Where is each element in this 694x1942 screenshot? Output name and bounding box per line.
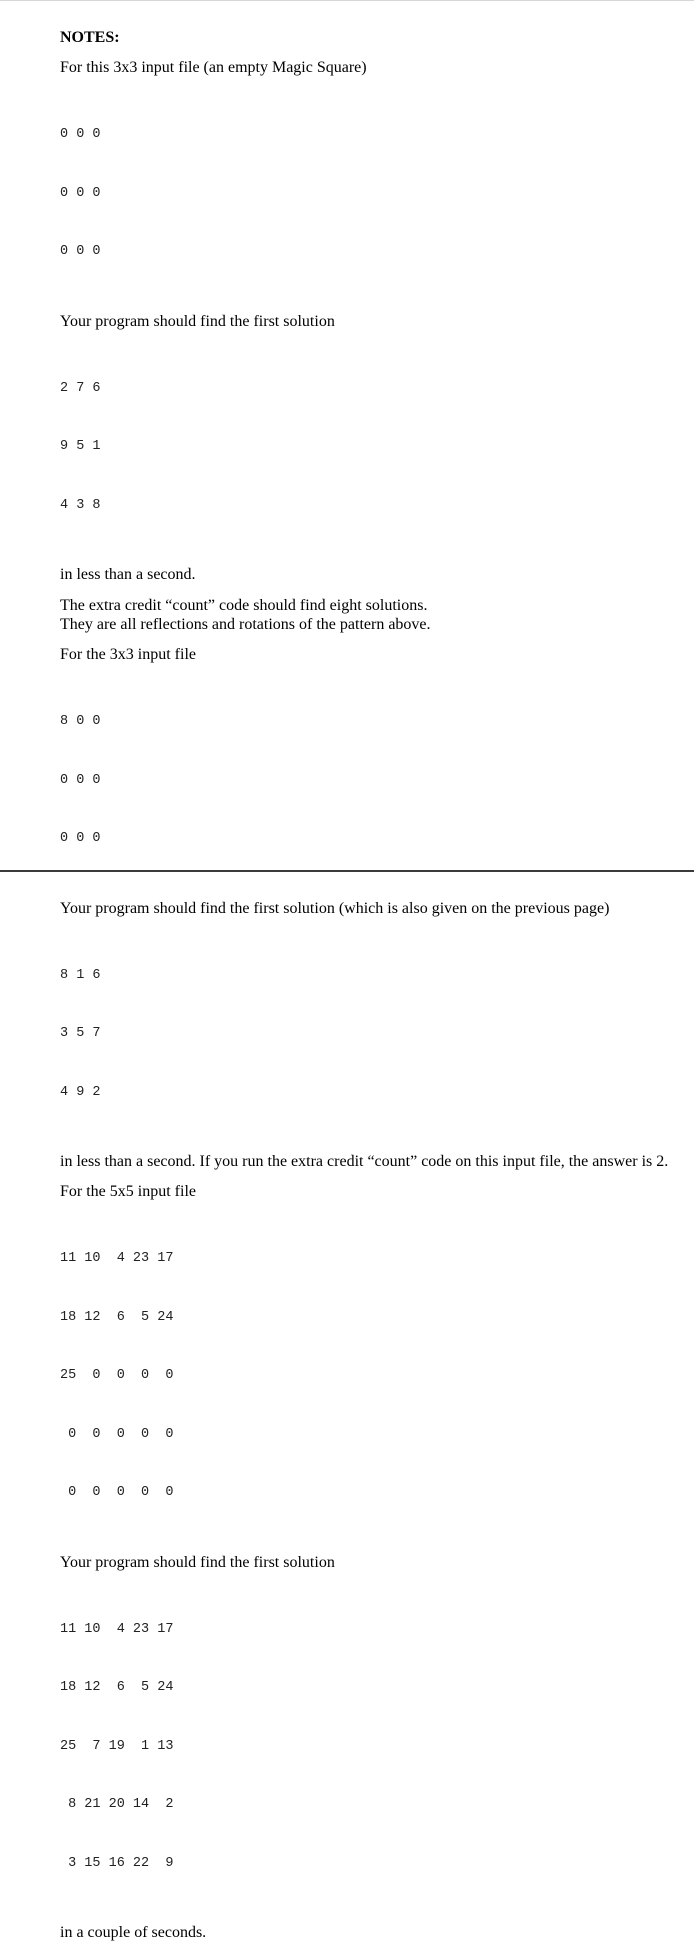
input-grid-5x5 [60, 1210, 684, 1542]
grid-row: 4 3 8 [60, 497, 101, 513]
grid-row: 0 0 0 0 0 [60, 1485, 174, 1500]
grid-row: 0 0 0 [60, 772, 101, 788]
timing-note-1: in less than a second. [60, 566, 196, 583]
intro-empty-square: For this 3x3 input file (an empty Magic Square) [60, 59, 367, 76]
find-first-solution-1: Your program should find the first solution [60, 312, 335, 330]
notes-heading: NOTES: [60, 29, 120, 46]
grid-row: 0 0 0 [60, 831, 101, 846]
grid-row: 11 10 4 23 17 [60, 1621, 174, 1637]
grid-row: 8 1 6 [60, 967, 101, 983]
grid-row: 3 15 16 22 9 [60, 1855, 174, 1871]
find-first-solution-3: Your program should find the first solution [60, 1553, 335, 1571]
timing-note-3: in a couple of seconds. [60, 1924, 207, 1941]
grid-row: 9 5 1 [60, 439, 101, 454]
top-divider [0, 0, 694, 1]
grid-row: 0 0 0 [60, 185, 101, 201]
grid-row: 3 5 7 [60, 1026, 101, 1041]
timing-note-2: in less than a second. If you run the extra credit “count” code on this input file, the answer is 2. [60, 1153, 669, 1170]
empty-square-grid [60, 86, 684, 301]
solution-grid-2 [60, 927, 684, 1142]
notes-section [60, 28, 684, 1942]
grid-row: 0 0 0 [60, 127, 101, 142]
grid-row: 25 7 19 1 13 [60, 1738, 174, 1754]
solution-grid-1 [60, 340, 684, 555]
extra-credit-line-1: The extra credit “count” code should find eight solutions. [60, 597, 428, 614]
grid-row: 0 0 0 0 0 [60, 1426, 174, 1442]
solution-grid-3 [60, 1581, 684, 1913]
grid-row: 18 12 6 5 24 [60, 1680, 174, 1695]
intro-5x5-file: For the 5x5 input file [60, 1183, 196, 1200]
grid-row: 11 10 4 23 17 [60, 1251, 174, 1266]
find-first-solution-2: Your program should find the first solution (which is also given on the previous page) [60, 899, 610, 917]
grid-row: 2 7 6 [60, 380, 101, 396]
input-grid-3x3 [60, 673, 684, 888]
grid-row: 4 9 2 [60, 1084, 101, 1100]
grid-row: 25 0 0 0 0 [60, 1368, 174, 1383]
grid-row: 0 0 0 [60, 244, 101, 259]
extra-credit-line-2: They are all reflections and rotations of the pattern above. [60, 616, 431, 633]
grid-row: 18 12 6 5 24 [60, 1309, 174, 1325]
grid-row: 8 0 0 [60, 714, 101, 729]
intro-3x3-file: For the 3x3 input file [60, 646, 196, 663]
bottom-divider [0, 870, 694, 872]
grid-row: 8 21 20 14 2 [60, 1797, 174, 1812]
